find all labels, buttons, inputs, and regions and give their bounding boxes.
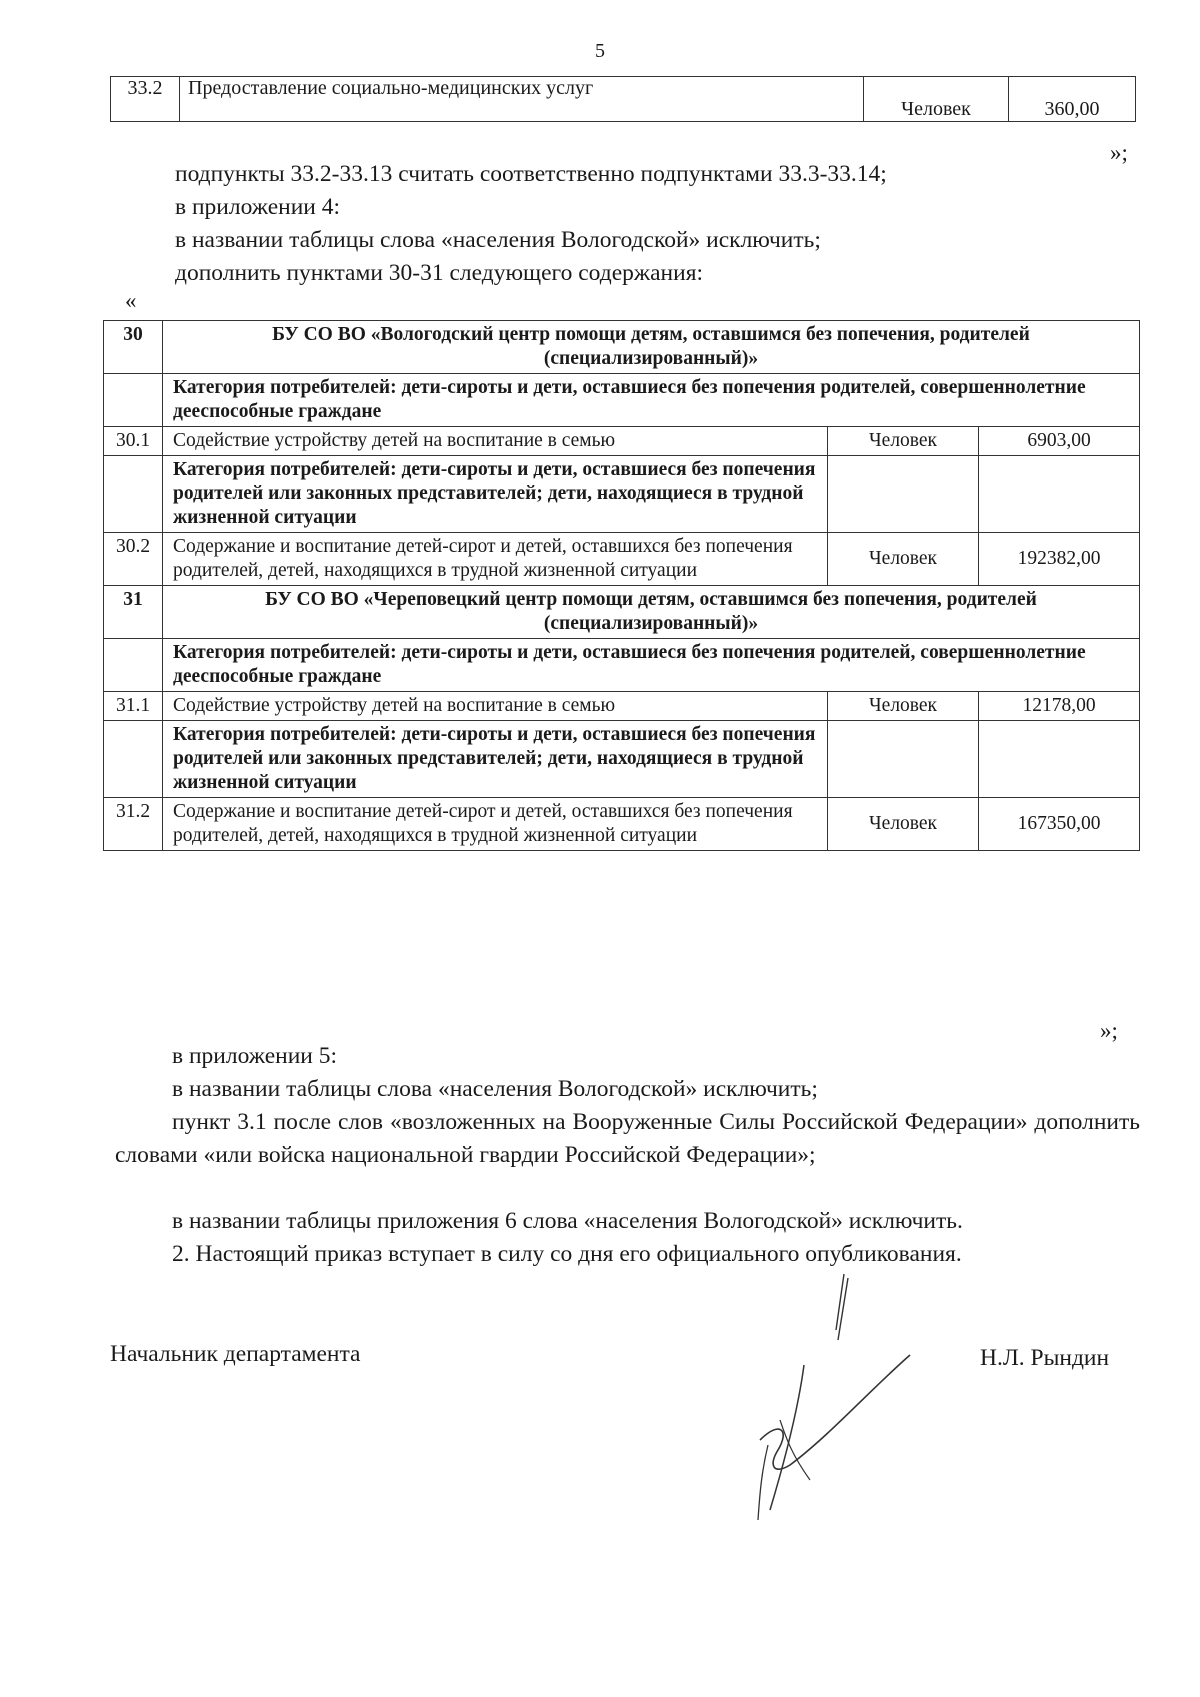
table-row [104,639,1140,692]
services-table [103,320,1140,851]
paragraph: в названии таблицы приложения 6 слова «населения Вологодской» исключить. [172,1208,963,1234]
consumer-category: Категория потребителей: дети-сироты и дети, оставшиеся без попечения родителей, совершеннолетние дееспособные граждане [163,374,1140,427]
value: 167350,00 [979,798,1140,851]
paragraph: дополнить пунктами 30-31 следующего содержания: [175,260,704,286]
signatory-title: Начальник департамента [110,1341,361,1367]
service-name: Содержание и воспитание детей-сирот и детей, оставшихся без попечения родителей, детей, находящихся в трудной жизненной ситуации [163,533,828,586]
table-row [104,692,1140,721]
unit: Человек [828,533,979,586]
row-number: 30.1 [104,427,163,456]
table-row [104,798,1140,851]
table-row [104,456,1140,533]
unit: Человек [828,427,979,456]
table-row [104,721,1140,798]
row-number: 30 [104,321,163,374]
paragraph: в приложении 5: [172,1043,338,1069]
service-name: Содействие устройству детей на воспитание в семью [163,692,828,721]
value: 6903,00 [979,427,1140,456]
row-number: 31 [104,586,163,639]
closing-quote: »; [1100,1018,1118,1043]
opening-quote: « [125,288,137,313]
unit: Человек [828,692,979,721]
paragraph: в названии таблицы слова «населения Вологодской» исключить; [175,227,821,253]
table-row [104,374,1140,427]
unit: Человек [864,77,1009,122]
row-number: 33.2 [111,77,180,122]
value: 12178,00 [979,692,1140,721]
consumer-category: Категория потребителей: дети-сироты и дети, оставшиеся без попечения родителей, совершеннолетние дееспособные граждане [163,639,1140,692]
table-row [104,533,1140,586]
organization-name: БУ СО ВО «Вологодский центр помощи детям, оставшимся без попечения, родителей (специализированный)» [163,321,1140,374]
handwritten-signature [740,1270,940,1530]
consumer-category: Категория потребителей: дети-сироты и дети, оставшиеся без попечения родителей или законных представителей; дети, находящиеся в трудной жизненной ситуации [163,721,828,798]
consumer-category: Категория потребителей: дети-сироты и дети, оставшиеся без попечения родителей или законных представителей; дети, находящиеся в трудной жизненной ситуации [163,456,828,533]
table-row [104,427,1140,456]
paragraph: 2. Настоящий приказ вступает в силу со дня его официального опубликования. [172,1241,962,1267]
paragraph: подпункты 33.2-33.13 считать соответственно подпунктами 33.3-33.14; [175,161,887,187]
unit: Человек [828,798,979,851]
row-number: 31.1 [104,692,163,721]
table-row [104,586,1140,639]
previous-table-row [110,76,1136,122]
organization-name: БУ СО ВО «Череповецкий центр помощи детям, оставшимся без попечения, родителей (специализированный)» [163,586,1140,639]
row-number: 30.2 [104,533,163,586]
page-number: 5 [595,40,605,62]
table-row [104,321,1140,374]
paragraph: в приложении 4: [175,194,341,220]
row-number: 31.2 [104,798,163,851]
value: 360,00 [1009,77,1136,122]
value: 192382,00 [979,533,1140,586]
paragraph: пункт 3.1 после слов «возложенных на Вооруженные Силы Российской Федерации» дополнить словами «или войска национальной гвардии Российской Федерации»; [115,1109,1140,1168]
signatory-name: Н.Л. Рындин [980,1345,1110,1371]
paragraph: в названии таблицы слова «населения Вологодской» исключить; [172,1076,818,1102]
service-name: Предоставление социально-медицинских услуг [180,77,864,122]
service-name: Содействие устройству детей на воспитание в семью [163,427,828,456]
closing-quote: »; [1110,140,1128,165]
service-name: Содержание и воспитание детей-сирот и детей, оставшихся без попечения родителей, детей, находящихся в трудной жизненной ситуации [163,798,828,851]
